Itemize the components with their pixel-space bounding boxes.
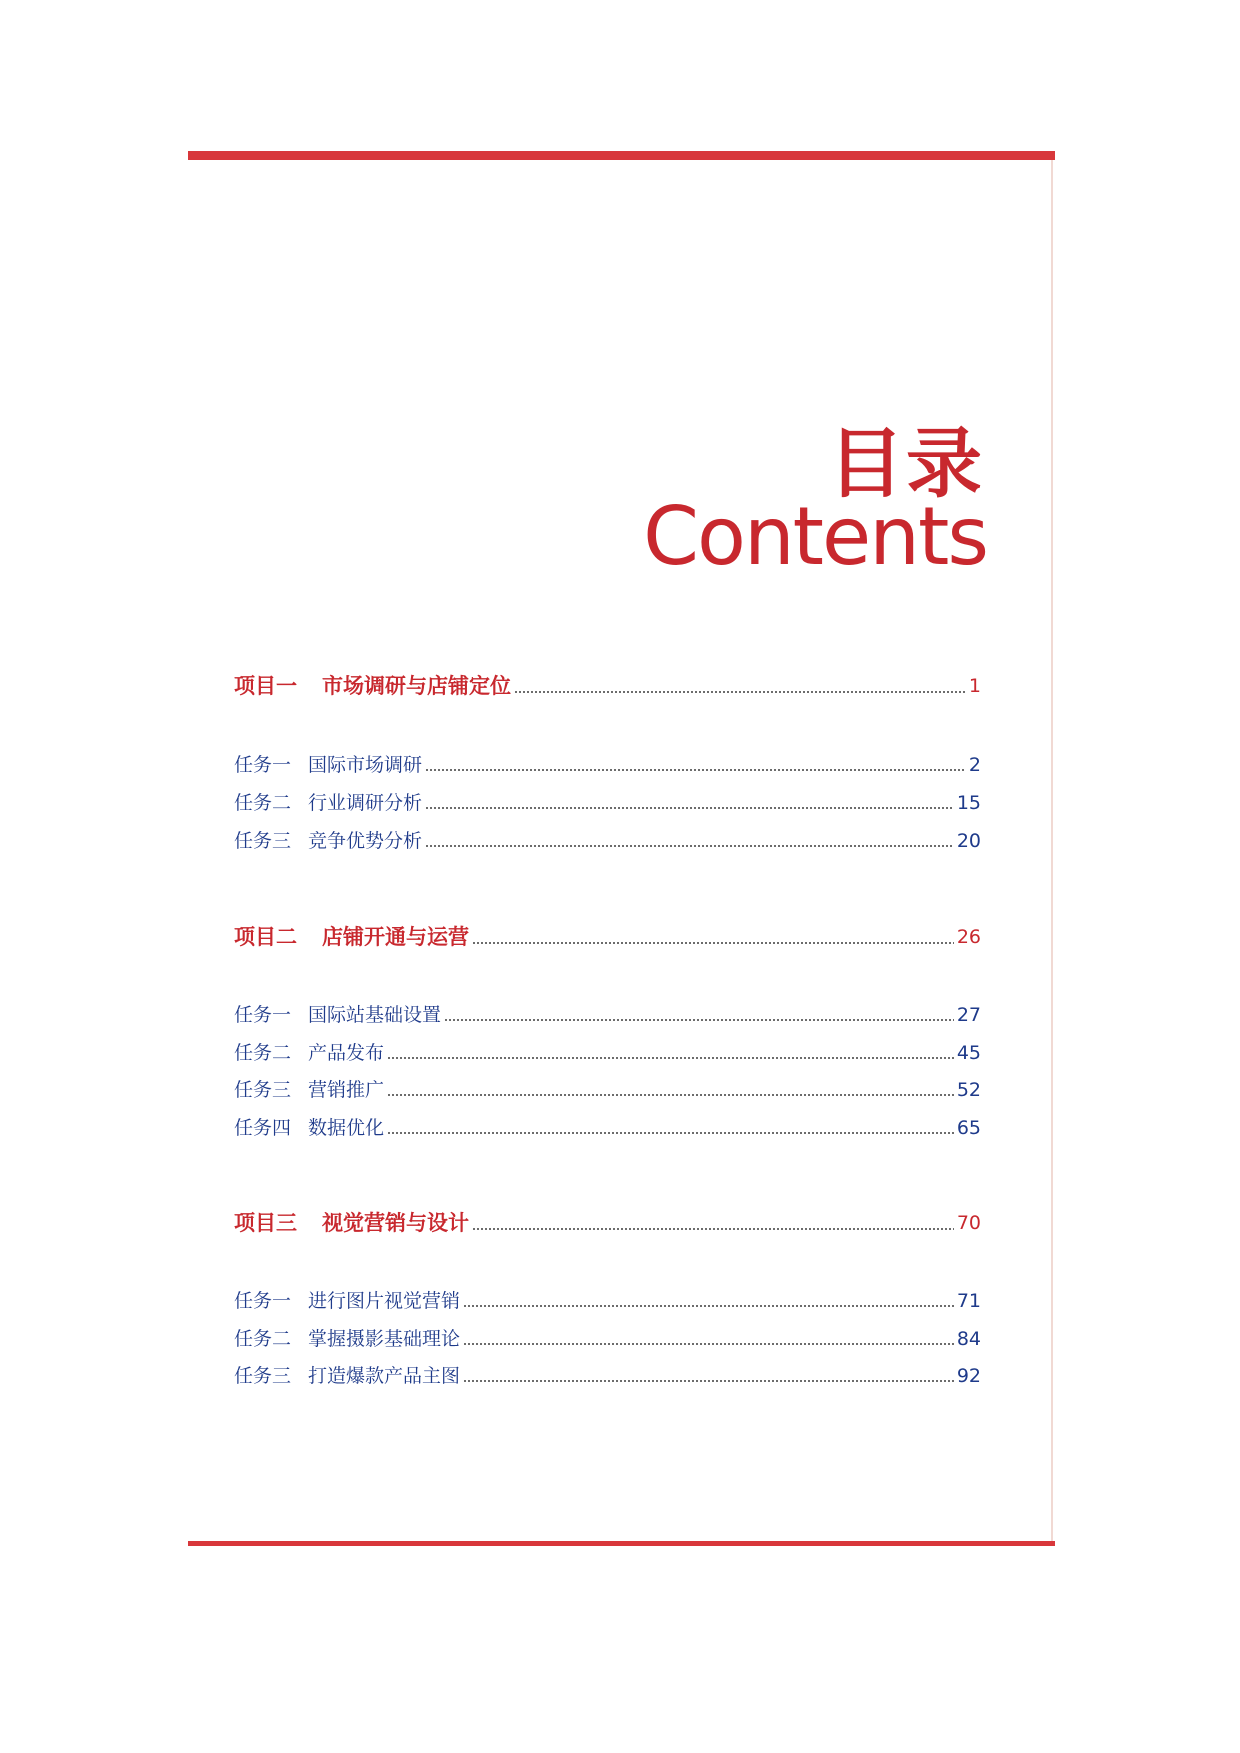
dot-leader (444, 1019, 954, 1021)
page-right-edge (1051, 160, 1053, 1541)
task-label: 任务一 (234, 1004, 292, 1026)
toc-task-row[interactable] (234, 1032, 981, 1066)
task-label: 任务一 (234, 754, 292, 776)
task-label: 任务二 (234, 792, 292, 814)
contents-heading-english: Contents (643, 490, 987, 583)
project-page-number: 70 (956, 1212, 981, 1234)
task-page-number: 45 (956, 1042, 981, 1064)
task-title: 行业调研分析 (308, 792, 423, 814)
toc-task-row[interactable] (234, 820, 981, 854)
top-red-rule (188, 151, 1055, 160)
task-page-number: 52 (956, 1079, 981, 1101)
toc-project-row[interactable] (234, 1203, 981, 1237)
task-page-number: 65 (956, 1117, 981, 1139)
dot-leader (463, 1343, 954, 1345)
project-page-number: 1 (968, 675, 981, 697)
task-title: 打造爆款产品主图 (308, 1365, 461, 1387)
contents-heading-chinese: 目录 (828, 419, 984, 508)
dot-leader (425, 845, 954, 847)
task-page-number: 84 (956, 1328, 981, 1350)
project-label: 项目一 (234, 674, 297, 698)
task-page-number: 92 (956, 1365, 981, 1387)
task-title: 数据优化 (308, 1117, 385, 1139)
dot-leader (472, 942, 954, 944)
task-page-number: 2 (968, 754, 981, 776)
task-label: 任务二 (234, 1328, 292, 1350)
toc-task-row[interactable] (234, 744, 981, 778)
task-title: 国际市场调研 (308, 754, 423, 776)
bottom-red-rule (188, 1541, 1055, 1546)
toc-task-row[interactable] (234, 782, 981, 816)
dot-leader (425, 769, 966, 771)
dot-leader (514, 691, 966, 693)
task-label: 任务三 (234, 830, 292, 852)
project-title: 店铺开通与运营 (322, 925, 469, 949)
dot-leader (425, 807, 954, 809)
project-label: 项目二 (234, 925, 297, 949)
dot-leader (387, 1057, 954, 1059)
toc-task-row[interactable] (234, 1280, 981, 1314)
task-page-number: 20 (956, 830, 981, 852)
dot-leader (387, 1132, 954, 1134)
dot-leader (472, 1228, 954, 1230)
task-page-number: 71 (956, 1290, 981, 1312)
project-label: 项目三 (234, 1211, 297, 1235)
project-page-number: 26 (956, 926, 981, 948)
task-page-number: 27 (956, 1004, 981, 1026)
toc-task-row[interactable] (234, 1318, 981, 1352)
dot-leader (463, 1305, 954, 1307)
task-title: 国际站基础设置 (308, 1004, 442, 1026)
toc-task-row[interactable] (234, 1107, 981, 1141)
dot-leader (387, 1094, 954, 1096)
toc-task-row[interactable] (234, 1355, 981, 1389)
task-label: 任务一 (234, 1290, 292, 1312)
task-label: 任务三 (234, 1365, 292, 1387)
task-title: 竞争优势分析 (308, 830, 423, 852)
task-title: 营销推广 (308, 1079, 385, 1101)
task-label: 任务三 (234, 1079, 292, 1101)
toc-task-row[interactable] (234, 1069, 981, 1103)
toc-project-row[interactable] (234, 666, 981, 700)
task-label: 任务四 (234, 1117, 292, 1139)
task-title: 产品发布 (308, 1042, 385, 1064)
task-label: 任务二 (234, 1042, 292, 1064)
toc-project-row[interactable] (234, 917, 981, 951)
task-title: 进行图片视觉营销 (308, 1290, 461, 1312)
project-title: 视觉营销与设计 (322, 1211, 469, 1235)
task-title: 掌握摄影基础理论 (308, 1328, 461, 1350)
dot-leader (463, 1380, 954, 1382)
task-page-number: 15 (956, 792, 981, 814)
project-title: 市场调研与店铺定位 (322, 674, 511, 698)
toc-task-row[interactable] (234, 994, 981, 1028)
